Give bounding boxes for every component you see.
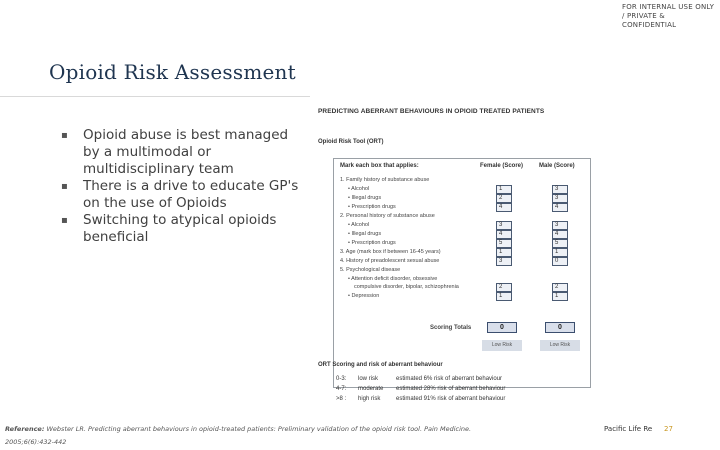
male-score-box[interactable]: 3 [552, 185, 568, 194]
reference [5, 423, 505, 449]
ort-figure [311, 105, 593, 411]
female-score-box[interactable]: 1 [496, 292, 512, 301]
male-score-box[interactable]: 4 [552, 230, 568, 239]
header-mark: Mark each box that applies: [340, 163, 419, 169]
female-score-box[interactable]: 1 [496, 248, 512, 257]
ort-table [333, 158, 591, 388]
bullet-item [61, 212, 301, 246]
male-score-box[interactable]: 4 [552, 203, 568, 212]
female-total: 0 [487, 322, 517, 333]
score-risk: moderate [358, 386, 384, 392]
reference-text: Webster LR. Predicting aberrant behaviours in opioid-treated patients: Preliminary validation of the opioid risk tool. Pain Medicine. 2005;6(6):432-442 [5, 425, 472, 446]
row-label: • Depression [348, 293, 380, 299]
row-label: • Illegal drugs [348, 195, 382, 201]
male-score-box[interactable]: 0 [552, 257, 568, 266]
scoring-totals-label: Scoring Totals [430, 325, 472, 331]
score-range: >8 : [336, 396, 347, 402]
bullet-text: There is a drive to educate GP's on the use of Opioids [83, 178, 299, 211]
male-score-box[interactable]: 3 [552, 221, 568, 230]
header-male: Male (Score) [539, 163, 575, 169]
male-risk-badge: Low Risk [540, 340, 580, 351]
female-score-box[interactable]: 2 [496, 283, 512, 292]
row-label: 1. Family history of substance abuse [340, 177, 430, 183]
row-label: • Alcohol [348, 186, 370, 192]
row-label: • Illegal drugs [348, 231, 382, 237]
male-score-box[interactable]: 3 [552, 194, 568, 203]
scoring-title: ORT Scoring and risk of aberrant behaviour [318, 362, 443, 368]
slide-title: Opioid Risk Assessment [49, 60, 296, 84]
male-total: 0 [545, 322, 575, 333]
male-score-box[interactable]: 1 [552, 292, 568, 301]
row-label: compulsive disorder, bipolar, schizophrenia [354, 284, 459, 290]
row-label: • Attention deficit disorder, obsessive [348, 276, 438, 282]
score-risk: high risk [358, 396, 381, 402]
bullet-dot-icon: ▪ [61, 215, 68, 226]
scoring-row [336, 386, 505, 392]
row-label: 2. Personal history of substance abuse [340, 213, 435, 219]
female-score-box[interactable]: 4 [496, 230, 512, 239]
bullet-text: Opioid abuse is best managed by a multimodal or multidisciplinary team [83, 127, 289, 177]
score-range: 4-7: [336, 386, 347, 392]
male-score-box[interactable]: 5 [552, 239, 568, 248]
row-label: 5. Psychological disease [340, 267, 401, 273]
female-risk-badge: Low Risk [482, 340, 522, 351]
female-score-box[interactable]: 3 [496, 257, 512, 266]
female-score-box[interactable]: 1 [496, 185, 512, 194]
female-score-box[interactable]: 5 [496, 239, 512, 248]
score-desc: estimated 28% risk of aberrant behaviour [396, 386, 506, 392]
score-risk: low risk [358, 376, 379, 382]
row-label: • Prescription drugs [348, 204, 396, 210]
bullet-dot-icon: ▪ [61, 181, 68, 192]
figure-title: PREDICTING ABERRANT BEHAVIOURS IN OPIOID TREATED PATIENTS [318, 108, 545, 115]
score-range: 0-3: [336, 376, 347, 382]
female-score-box[interactable]: 3 [496, 221, 512, 230]
page-number: 27 [664, 425, 673, 433]
score-desc: estimated 6% risk of aberrant behaviour [396, 376, 503, 382]
bullet-list [61, 127, 301, 246]
bullet-item [61, 178, 301, 212]
male-score-box[interactable]: 2 [552, 283, 568, 292]
bullet-dot-icon: ▪ [61, 130, 68, 141]
scoring-row [336, 376, 502, 382]
confidentiality-notice: FOR INTERNAL USE ONLY / PRIVATE & CONFIDENTIAL [622, 3, 715, 29]
male-score-box[interactable]: 1 [552, 248, 568, 257]
bullet-item [61, 127, 301, 178]
header-female: Female (Score) [480, 163, 524, 169]
score-desc: estimated 91% risk of aberrant behaviour [396, 396, 506, 402]
figure-subtitle: Opioid Risk Tool (ORT) [318, 139, 384, 145]
bullet-text: Switching to atypical opioids beneficial [83, 212, 277, 245]
female-score-box[interactable]: 2 [496, 194, 512, 203]
title-divider [0, 96, 310, 97]
reference-label: Reference: [5, 425, 45, 433]
row-label: • Alcohol [348, 222, 370, 228]
footer-brand: Pacific Life Re [604, 425, 653, 433]
female-score-box[interactable]: 4 [496, 203, 512, 212]
scoring-row [336, 396, 505, 402]
row-label: • Prescription drugs [348, 240, 396, 246]
row-label: 4. History of preadolescent sexual abuse [340, 258, 440, 264]
row-label: 3. Age (mark box if between 16-45 years) [340, 249, 441, 255]
